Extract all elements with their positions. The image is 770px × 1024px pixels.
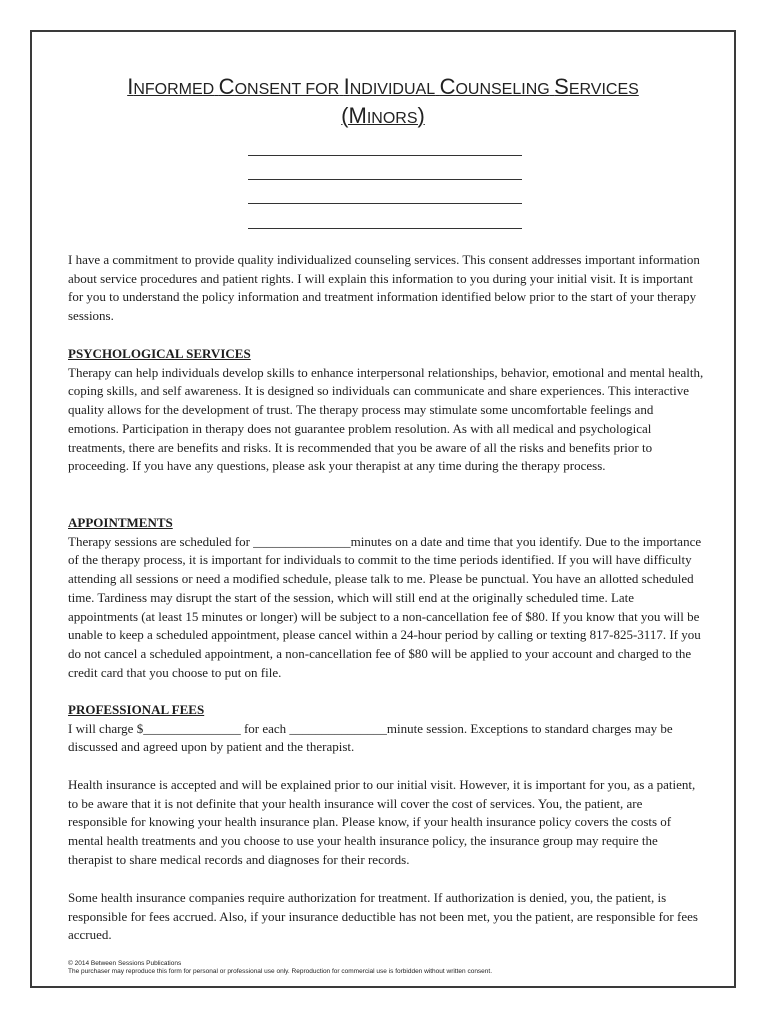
psychological-services-heading: PSYCHOLOGICAL SERVICES [68,346,251,361]
blank-line-4[interactable] [248,228,522,229]
authorization-paragraph: Some health insurance companies require authorization for treatment. If authorization is denied, you, the patient, is responsible for fees accrued. Also, if your insurance deductible has not been met, you the patient, are responsible for fees accrued. [68,890,698,943]
blank-line-2[interactable] [248,179,522,180]
title-word-rest: INORS [366,110,418,127]
psychological-services-text: Therapy can help individuals develop skills to enhance interpersonal relationships, behavior, emotional and mental health, coping skills, and self awareness. It is designed so individuals can communicate and share experiences. This interactive quality allows for the development of trust. The therapy process may stimulate some uncomfortable feelings and emotions. Participation in therapy does not guarantee problem resolution. As with all medical and psychological treatments, there are benefits and risks. It is recommended that you be aware of all the risks and benefits prior to proceeding. If you have any questions, please ask your therapist at any time during the therapy process. [68,364,704,474]
professional-fees-section [68,701,704,757]
professional-fees-heading: PROFESSIONAL FEES [68,702,205,717]
title-word-initial: M [348,103,367,128]
title-line-2 [32,103,734,132]
psychological-services-section [68,345,704,476]
blank-line-1[interactable] [248,155,522,156]
title-word-rest: ONSENT FOR [234,81,340,98]
title-word-initial: I [127,74,134,99]
title-word-initial: S [554,74,569,99]
title-word-rest: NDIVIDUAL [349,81,436,98]
copyright-line: © 2014 Between Sessions Publications [68,960,182,967]
copyright-footer [68,960,708,976]
title-word-initial: C [439,74,456,99]
blank-line-3[interactable] [248,203,522,204]
appointments-heading: APPOINTMENTS [68,515,173,530]
title-line-1 [32,74,734,103]
title-word-initial: I [343,74,350,99]
title-word-initial: C [218,74,235,99]
appointments-section [68,514,704,682]
document-title [32,74,734,132]
title-word-rest: OUNSELING [455,81,550,98]
insurance-paragraph: Health insurance is accepted and will be explained prior to our initial visit. However, it is important for you, as a patient, to be aware that it is not definite that your health insurance will cover the cost of services. You, the patient, are responsible for knowing your health insurance plan. Please know, if your health insurance policy covers the costs of mental health treatments and you choose to use your health insurance policy, the insurance group may require the therapist to share medical records and diagnoses for their records. [68,777,696,867]
title-paren-open: ( [341,103,349,128]
reproduction-notice: The purchaser may reproduce this form for personal or professional use only. Reproduction for commercial use is forbidden without written consent. [68,968,493,975]
title-paren-close: ) [417,103,425,128]
intro-paragraph: I have a commitment to provide quality individualized counseling services. This consent addresses important information about service procedures and patient rights. I will explain this information to you during your initial visit. It is important for you to understand the policy information and treatment information identified below prior to the start of your therapy sessions. [68,252,700,324]
consent-form-page [30,30,736,988]
appointments-text: Therapy sessions are scheduled for _______________minutes on a date and time that you identify. Due to the importance of the therapy process, it is important for individuals to commit to the time periods identified. If you will have difficulty attending all sessions or need a modified schedule, please talk to me. Please be punctual. You have an allotted scheduled time. Tardiness may disrupt the start of the session, which will still end at the originally scheduled time. Late appointments (at least 15 minutes or longer) will be subject to a non-cancellation fee of $80. If you know that you will be unable to keep a scheduled appointment, please cancel within a 24-hour period by calling or texting 817-825-3117. If you do not cancel a scheduled appointment, a non-cancellation fee of $80 will be applied to your account and charged to the credit card that you choose to put on file. [68,533,702,680]
title-word-rest: NFORMED [133,81,215,98]
title-word-rest: ERVICES [568,81,639,98]
professional-fees-text: I will charge $_______________ for each _______________minute session. Exceptions to standard charges may be discussed and agreed upon by patient and the therapist. [68,720,673,755]
